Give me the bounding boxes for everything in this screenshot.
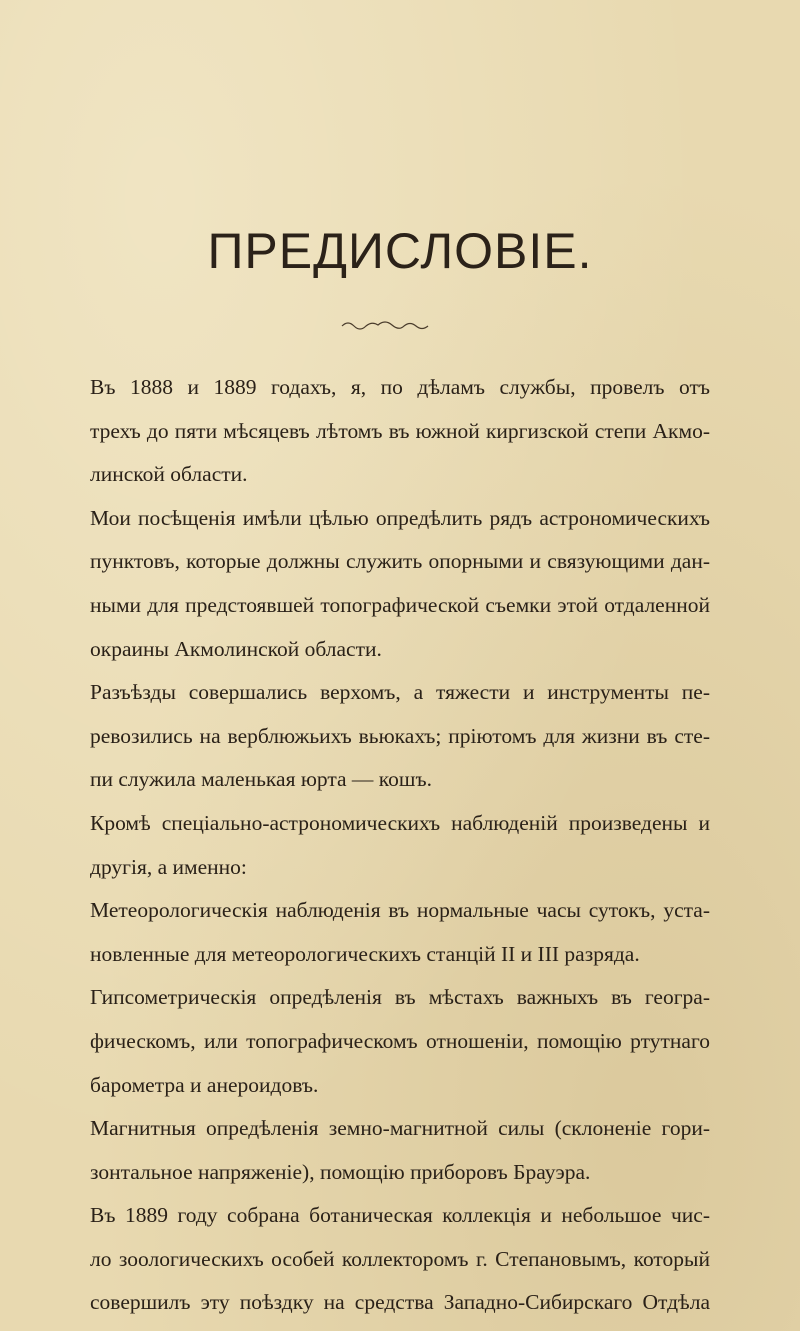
text-line: барометра и анероидовъ. [90, 1072, 319, 1097]
text-line: пунктовъ, которые должны служить опорными и связующими дан- [90, 549, 710, 574]
preface-body [90, 366, 710, 1325]
text-line: другія, а именно: [90, 854, 247, 879]
text-line: трехъ до пяти мѣсяцевъ лѣтомъ въ южной киргизской степи Акмо- [90, 418, 710, 443]
paragraph [90, 889, 710, 976]
text-line: новленные для метеорологическихъ станцій II и III разряда. [90, 941, 640, 966]
paragraph [90, 671, 710, 802]
text-line: Кромѣ спеціально-астрономическихъ наблюденій произведены и [90, 810, 710, 835]
text-line: Мои посѣщенія имѣли цѣлью опредѣлить рядъ астрономическихъ [90, 505, 710, 530]
paragraph [90, 497, 710, 671]
text-line: пи служила маленькая юрта — кошъ. [90, 767, 432, 792]
text-line: Гипсометрическія опредѣленія въ мѣстахъ важныхъ въ геогра- [90, 985, 710, 1010]
text-line: совершилъ эту поѣздку на средства Западно-Сибирскаго Отдѣла [90, 1290, 710, 1315]
text-line: зонтальное напряженіе), помощію приборовъ Брауэра. [90, 1159, 591, 1184]
text-line: Магнитныя опредѣленія земно-магнитной силы (склоненіе гори- [90, 1116, 710, 1141]
text-line: Въ 1889 году собрана ботаническая коллекція и небольшое чис- [90, 1203, 710, 1228]
paragraph [90, 802, 710, 889]
text-line: Метеорологическія наблюденія въ нормальные часы сутокъ, уста- [90, 898, 710, 923]
text-line: окраины Акмолинской области. [90, 636, 382, 661]
paragraph [90, 1107, 710, 1194]
paragraph [90, 366, 710, 497]
paragraph [90, 976, 710, 1107]
text-line: ными для предстоявшей топографической съемки этой отдаленной [90, 592, 710, 617]
text-line: ло зоологическихъ особей коллекторомъ г. Степановымъ, который [90, 1246, 710, 1271]
text-line: фическомъ, или топографическомъ отношеніи, помощію ртутнаго [90, 1028, 710, 1053]
page-title: ПРЕДИСЛОВІЕ. [207, 223, 593, 279]
text-line: Разъѣзды совершались верхомъ, а тяжести и инструменты пе- [90, 680, 710, 705]
paragraph [90, 1194, 710, 1325]
title-ornament [340, 316, 430, 332]
text-line: линской области. [90, 462, 248, 487]
text-line: Въ 1888 и 1889 годахъ, я, по дѣламъ службы, провелъ отъ [90, 375, 710, 399]
text-line: ревозились на верблюжьихъ вьюкахъ; пріютомъ для жизни въ сте- [90, 723, 710, 748]
